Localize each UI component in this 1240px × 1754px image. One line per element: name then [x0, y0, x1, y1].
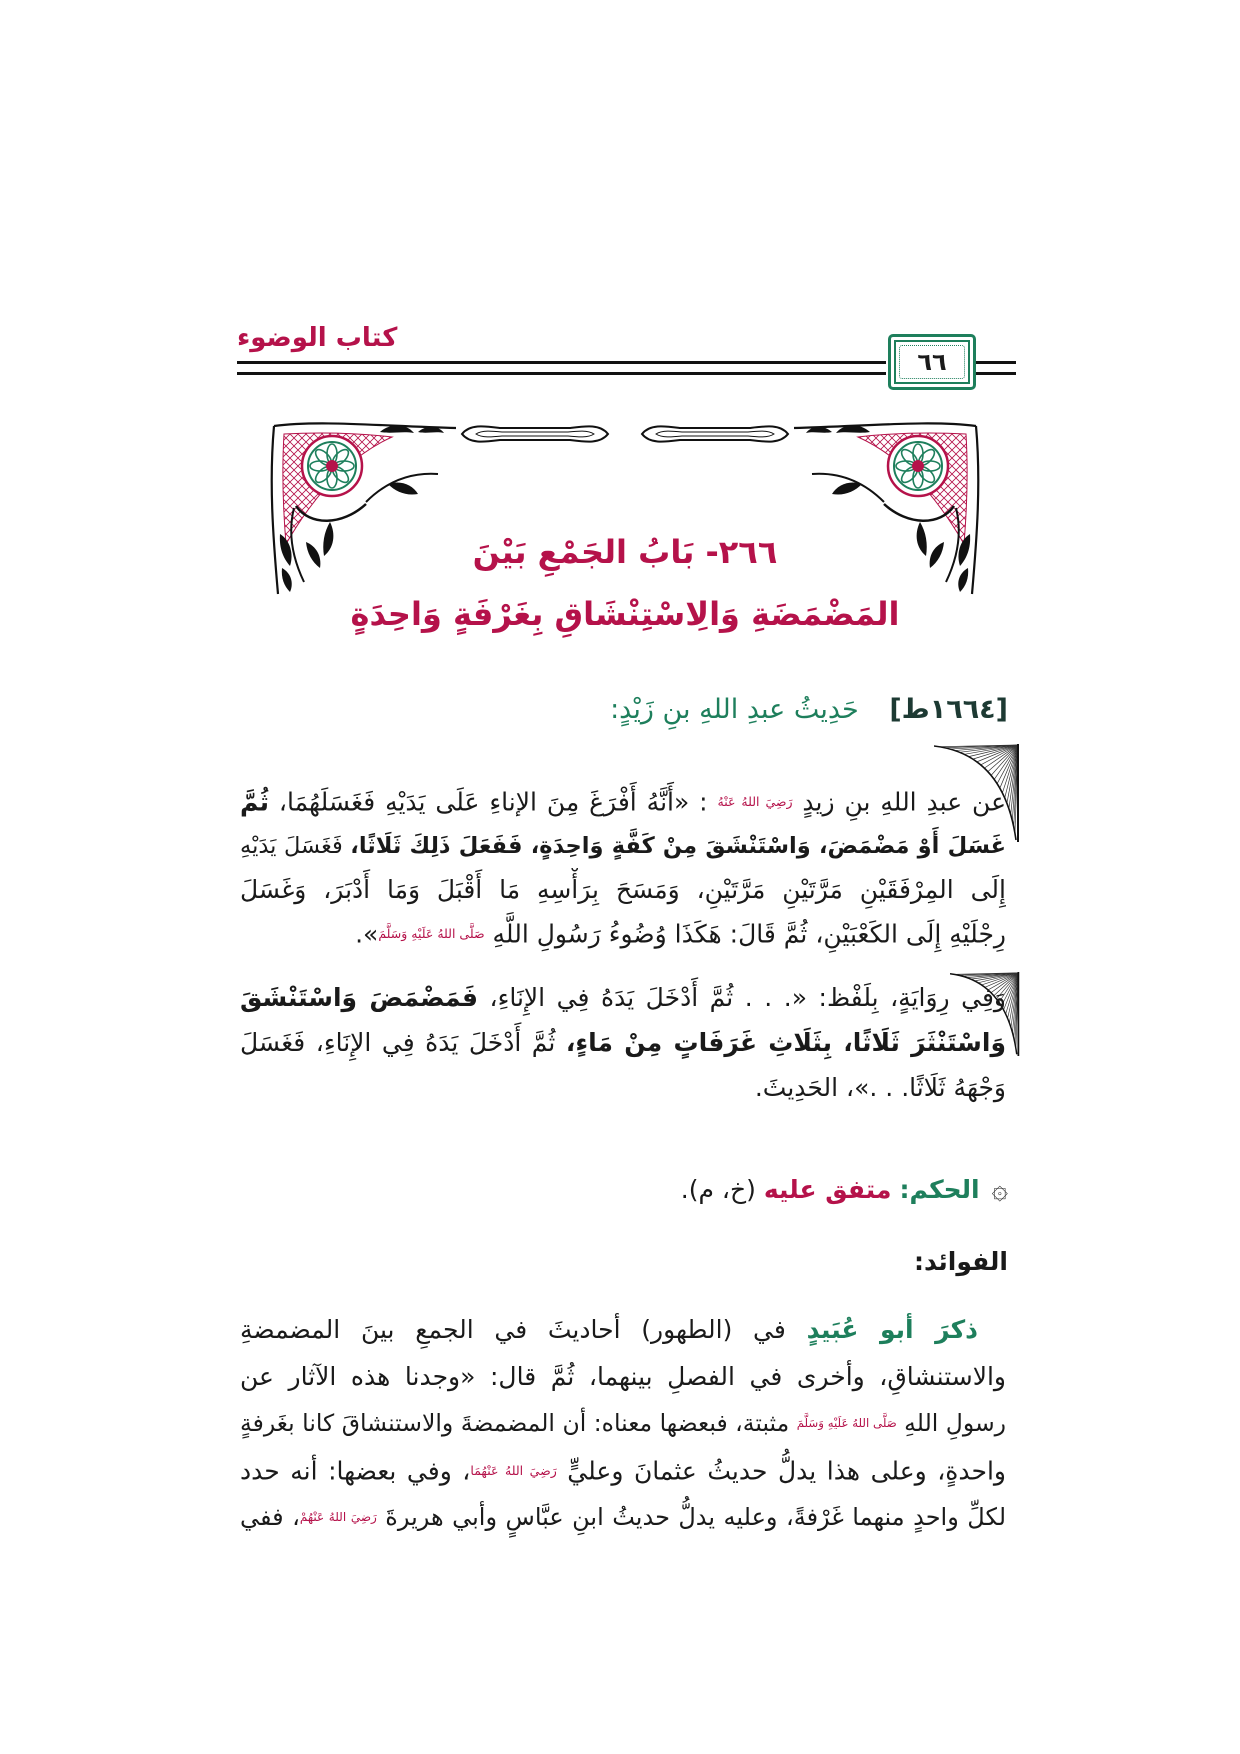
ruling-label: الحكم: [899, 1175, 980, 1204]
bold-text-run: وَاسْتَنْثَرَ ثَلَاثًا، بِثَلَاثِ غَرَفَاتٍ مِنْ مَاءٍ، [565, 1028, 1006, 1057]
honorific-phrase: صَلَّى اللهُ عَلَيْهِ وَسَلَّمَ [796, 1416, 897, 1430]
text-run: ثُمَّ أَدْخَلَ يَدَهُ فِي الإِنَاءِ، فَغَسَلَ [240, 1028, 566, 1057]
honorific-phrase: رَضِيَ اللهُ عَنْهُ [717, 794, 793, 809]
bold-text-run: فَمَضْمَضَ وَاسْتَنْشَقَ [240, 983, 478, 1012]
narration-text-box [240, 975, 1006, 1110]
hadith-text-box [240, 780, 1006, 956]
bold-text-run: ثُمَّ [240, 787, 269, 817]
chapter-title-line-1: ٢٦٦- بَابُ الجَمْعِ بَيْنَ [472, 533, 778, 571]
hadith-title: حَدِيثُ عبدِ اللهِ بنِ زَيْدٍ: [610, 694, 859, 725]
chapter-title-line-2: المَضْمَضَةِ وَالِاسْتِنْشَاقِ بِغَرْفَةٍ وَاحِدَةٍ [350, 595, 900, 633]
ruling-line [681, 1167, 1008, 1212]
text-run: : «أَنَّهُ أَفْرَغَ مِنَ الإناءِ عَلَى يَدَيْهِ فَغَسَلَهُمَا، [269, 787, 718, 817]
bold-text-run: غَسَلَ أَوْ مَضْمَضَ، وَاسْتَنْشَقَ مِنْ كَفَّةٍ وَاحِدَةٍ، فَفَعَلَ ذَلِكَ ثَلَاثًا، [350, 833, 1006, 859]
text-run: والاستنشاقِ، وأخرى في الفصلِ بينهما، ثُمَّ قال: «وجدنا هذه الآثار عن [240, 1362, 1006, 1391]
text-line [240, 975, 1006, 1020]
text-line [240, 1494, 1006, 1541]
text-line [240, 824, 1006, 868]
text-run: مثبتة، فبعضها معناه: أن المضمضةَ والاستنشاقَ كانا بغَرفةٍ [240, 1409, 797, 1438]
text-run: إِلَى المِرْفَقَيْنِ مَرَّتَيْنِ مَرَّتَيْنِ، وَمَسَحَ بِرَأْسِهِ مَا أَقْبَلَ وَمَا أَدْبَرَ، وَغَسَلَ [240, 875, 1006, 904]
text-run: عن عبدِ اللهِ بنِ زيدٍ [792, 787, 1006, 817]
header-rule-bottom-right [976, 372, 1016, 375]
text-line [240, 1020, 1006, 1065]
text-line [240, 780, 1006, 824]
text-run: ، وفي بعضها: أنه حدد [240, 1456, 471, 1486]
benefits-heading: الفوائد: [913, 1247, 1008, 1276]
ruling-sources: (خ، م). [680, 1175, 756, 1204]
ruling-value: متفق عليه [763, 1175, 892, 1204]
text-line [240, 1400, 1006, 1447]
text-line [240, 912, 1006, 956]
hadith-heading [610, 688, 1008, 732]
header-rule-top [237, 361, 886, 364]
text-run: واحدةٍ، وعلى هذا يدلُّ حديثُ عثمانَ وعليٍّ [556, 1456, 1006, 1486]
text-line [240, 1447, 1006, 1494]
header-rule-top-right [976, 361, 1016, 364]
header-rule-bottom [237, 372, 886, 375]
text-run: فَغَسَلَ يَدَيْهِ [240, 833, 351, 859]
author-name: ذكرَ أبو عُبَيدٍ [806, 1315, 978, 1344]
text-run: وَجْهَهُ ثَلَاثًا. . .»، الحَدِيثَ. [754, 1073, 1006, 1102]
rub-el-hizb-icon [980, 1175, 1008, 1204]
running-header-book-title: كتاب الوضوء [237, 323, 398, 353]
text-run: لكلِّ واحدٍ منهما غَرْفةً، وعليه يدلُّ حديثُ ابنِ عبَّاسٍ وأبي هريرةَ [376, 1503, 1006, 1532]
benefits-paragraph [240, 1306, 1006, 1541]
hadith-number: [١٦٦٤ط] [889, 694, 1008, 725]
text-run: وَفِي رِوَايَةٍ، بِلَفْظ: «. . . ثُمَّ أَدْخَلَ يَدَهُ فِي الإِنَاءِ، [478, 983, 1006, 1012]
text-line [240, 1065, 1006, 1110]
page-number: ٦٦ [917, 348, 947, 376]
page-number-frame [888, 334, 976, 390]
honorific-phrase: صَلَّى اللهُ عَلَيْهِ وَسَلَّمَ [378, 926, 485, 941]
text-line [240, 1306, 1006, 1353]
text-run: ». [355, 919, 379, 949]
text-run: في (الطهور) أحاديثَ في الجمعِ بينَ المضمضةِ [240, 1315, 807, 1344]
text-run: ، ففي [240, 1503, 300, 1532]
text-run: رسولِ اللهِ [896, 1409, 1006, 1438]
text-line [240, 1353, 1006, 1400]
text-line [240, 868, 1006, 912]
text-run: رِجْلَيْهِ إِلَى الكَعْبَيْنِ، ثُمَّ قَالَ: هَكَذَا وُضُوءُ رَسُولِ اللَّهِ [484, 919, 1006, 949]
honorific-phrase: رَضِيَ اللهُ عَنْهُمَا [470, 1463, 557, 1478]
honorific-phrase: رَضِيَ اللهُ عَنْهُمْ [299, 1510, 377, 1524]
